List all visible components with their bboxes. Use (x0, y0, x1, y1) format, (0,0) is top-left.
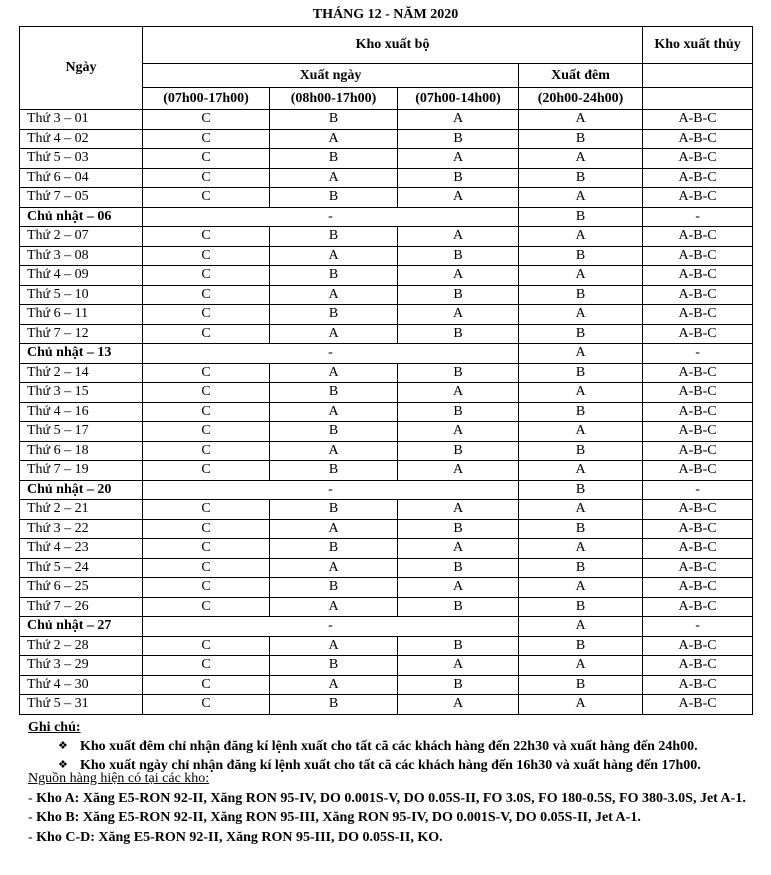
day-cell: Thứ 5 – 24 (20, 558, 143, 578)
day-shift-cell-3: A (398, 110, 519, 130)
day-shift-cell-3: B (398, 285, 519, 305)
day-shift-cell-1: C (143, 227, 270, 247)
table-row-sunday (20, 617, 753, 637)
night-shift-cell: A (519, 461, 643, 481)
table-row (20, 168, 753, 188)
notes-section (28, 718, 768, 775)
day-shift-cell-2: A (270, 675, 398, 695)
day-shift-cell-2: A (270, 402, 398, 422)
day-shift-cell-1: C (143, 656, 270, 676)
day-cell: Thứ 3 – 08 (20, 246, 143, 266)
day-shift-cell-1: C (143, 461, 270, 481)
water-depot-cell: A-B-C (643, 461, 753, 481)
header-empty (643, 64, 753, 88)
table-row (20, 597, 753, 617)
day-shift-cell-2: B (270, 149, 398, 169)
day-shift-cell-3: A (398, 188, 519, 208)
night-shift-cell: B (519, 246, 643, 266)
day-cell: Thứ 2 – 28 (20, 636, 143, 656)
day-cell: Thứ 6 – 04 (20, 168, 143, 188)
note-text: Kho xuất ngày chỉ nhận đăng kí lệnh xuất cho tất cã các khách hàng đến 16h30 và xuất hàng đến 17h00. (80, 758, 701, 773)
day-shift-cell-merged: - (143, 617, 519, 637)
day-shift-cell-1: C (143, 675, 270, 695)
day-cell: Thứ 7 – 12 (20, 324, 143, 344)
note-item (28, 737, 768, 756)
water-depot-cell: A-B-C (643, 285, 753, 305)
day-shift-cell-2: A (270, 168, 398, 188)
table-row (20, 324, 753, 344)
night-shift-cell: B (519, 597, 643, 617)
day-shift-cell-3: B (398, 441, 519, 461)
night-shift-cell: B (519, 207, 643, 227)
table-row (20, 656, 753, 676)
night-shift-cell: B (519, 168, 643, 188)
day-shift-cell-2: A (270, 363, 398, 383)
night-shift-cell: A (519, 383, 643, 403)
water-depot-cell: A-B-C (643, 695, 753, 715)
water-depot-cell: A-B-C (643, 110, 753, 130)
day-shift-cell-2: B (270, 305, 398, 325)
day-cell: Thứ 3 – 15 (20, 383, 143, 403)
diamond-bullet-icon: ❖ (58, 740, 68, 752)
day-shift-cell-merged: - (143, 480, 519, 500)
day-cell: Thứ 6 – 11 (20, 305, 143, 325)
notes-heading: Ghi chú: (28, 720, 81, 735)
day-shift-cell-2: B (270, 383, 398, 403)
night-shift-cell: A (519, 266, 643, 286)
day-shift-cell-1: C (143, 636, 270, 656)
day-shift-cell-3: A (398, 422, 519, 442)
water-depot-cell: A-B-C (643, 597, 753, 617)
day-cell: Thứ 4 – 23 (20, 539, 143, 559)
day-shift-cell-3: A (398, 539, 519, 559)
day-shift-cell-1: C (143, 363, 270, 383)
night-shift-cell: A (519, 500, 643, 520)
source-item-kho-b (28, 808, 758, 828)
night-shift-cell: A (519, 695, 643, 715)
day-shift-cell-3: B (398, 597, 519, 617)
day-shift-cell-2: A (270, 129, 398, 149)
table-row (20, 539, 753, 559)
water-depot-cell: A-B-C (643, 539, 753, 559)
water-depot-cell: A-B-C (643, 519, 753, 539)
day-cell: Thứ 7 – 26 (20, 597, 143, 617)
day-shift-cell-2: A (270, 324, 398, 344)
night-shift-cell: B (519, 129, 643, 149)
night-shift-cell: A (519, 617, 643, 637)
night-shift-cell: A (519, 344, 643, 364)
day-cell: Thứ 4 – 02 (20, 129, 143, 149)
day-shift-cell-2: B (270, 578, 398, 598)
day-shift-cell-1: C (143, 539, 270, 559)
header-day: Ngày (20, 27, 143, 110)
table-row (20, 636, 753, 656)
day-shift-cell-2: B (270, 110, 398, 130)
table-row (20, 500, 753, 520)
water-depot-cell: - (643, 207, 753, 227)
day-shift-cell-3: A (398, 149, 519, 169)
water-depot-cell: A-B-C (643, 246, 753, 266)
water-depot-cell: A-B-C (643, 324, 753, 344)
day-shift-cell-2: B (270, 188, 398, 208)
day-cell: Thứ 2 – 21 (20, 500, 143, 520)
source-text: Kho C-D: Xăng E5-RON 92-II, Xăng RON 95-III, DO 0.05S-II, KO. (36, 829, 443, 845)
day-shift-cell-2: A (270, 441, 398, 461)
day-shift-cell-2: A (270, 285, 398, 305)
water-depot-cell: - (643, 480, 753, 500)
table-row-sunday (20, 207, 753, 227)
night-shift-cell: B (519, 324, 643, 344)
water-depot-cell: - (643, 344, 753, 364)
table-row (20, 402, 753, 422)
table-row (20, 519, 753, 539)
day-cell: Thứ 5 – 03 (20, 149, 143, 169)
day-shift-cell-3: A (398, 461, 519, 481)
source-item-kho-cd (28, 828, 758, 848)
water-depot-cell: A-B-C (643, 558, 753, 578)
day-shift-cell-3: B (398, 363, 519, 383)
night-shift-cell: B (519, 519, 643, 539)
schedule-table (19, 26, 753, 715)
day-shift-cell-1: C (143, 246, 270, 266)
day-shift-cell-2: A (270, 558, 398, 578)
table-row-sunday (20, 344, 753, 364)
sources-section (28, 769, 758, 847)
header-xuat-dem: Xuất đêm (519, 64, 643, 88)
header-empty (643, 88, 753, 110)
table-row (20, 149, 753, 169)
diamond-bullet-icon: ❖ (58, 759, 68, 771)
day-shift-cell-1: C (143, 324, 270, 344)
dash: - (28, 810, 37, 825)
day-cell: Thứ 3 – 22 (20, 519, 143, 539)
day-cell: Thứ 6 – 25 (20, 578, 143, 598)
water-depot-cell: A-B-C (643, 188, 753, 208)
day-shift-cell-2: B (270, 461, 398, 481)
night-shift-cell: B (519, 363, 643, 383)
day-shift-cell-2: A (270, 597, 398, 617)
day-shift-cell-3: A (398, 227, 519, 247)
water-depot-cell: A-B-C (643, 578, 753, 598)
dash: - (28, 829, 37, 845)
day-shift-cell-3: A (398, 695, 519, 715)
header-time-4: (20h00-24h00) (519, 88, 643, 110)
table-row (20, 578, 753, 598)
day-cell: Thứ 4 – 09 (20, 266, 143, 286)
table-row (20, 305, 753, 325)
table-row (20, 246, 753, 266)
source-text: Kho B: Xăng E5-RON 92-II, Xăng RON 95-III, Xăng RON 95-IV, DO 0.001S-V, DO 0.05S-II, Jet A-1. (36, 810, 641, 825)
day-shift-cell-1: C (143, 168, 270, 188)
day-shift-cell-3: A (398, 656, 519, 676)
day-shift-cell-1: C (143, 110, 270, 130)
water-depot-cell: A-B-C (643, 383, 753, 403)
source-text: Kho A: Xăng E5-RON 92-II, Xăng RON 95-IV, DO 0.001S-V, DO 0.05S-II, FO 3.0S, FO 180-0.5S, FO 380-3.0S, Jet A-1. (36, 790, 746, 806)
day-cell: Thứ 5 – 17 (20, 422, 143, 442)
day-shift-cell-3: B (398, 519, 519, 539)
day-shift-cell-3: A (398, 578, 519, 598)
day-shift-cell-1: C (143, 558, 270, 578)
header-time-2: (08h00-17h00) (270, 88, 398, 110)
night-shift-cell: A (519, 305, 643, 325)
day-shift-cell-1: C (143, 129, 270, 149)
water-depot-cell: A-B-C (643, 149, 753, 169)
water-depot-cell: A-B-C (643, 305, 753, 325)
day-shift-cell-3: A (398, 383, 519, 403)
day-shift-cell-2: B (270, 656, 398, 676)
table-row (20, 675, 753, 695)
night-shift-cell: A (519, 188, 643, 208)
day-shift-cell-3: A (398, 305, 519, 325)
day-cell: Thứ 4 – 16 (20, 402, 143, 422)
day-cell: Thứ 6 – 18 (20, 441, 143, 461)
note-text: Kho xuất đêm chỉ nhận đăng kí lệnh xuất cho tất cã các khách hàng đến 22h30 và xuất hàng đến 24h00. (80, 739, 698, 754)
day-shift-cell-1: C (143, 519, 270, 539)
day-shift-cell-3: B (398, 558, 519, 578)
night-shift-cell: A (519, 149, 643, 169)
day-shift-cell-3: B (398, 636, 519, 656)
day-shift-cell-merged: - (143, 207, 519, 227)
day-shift-cell-2: B (270, 422, 398, 442)
sources-heading: Nguồn hàng hiện có tại các kho: (28, 771, 210, 786)
water-depot-cell: A-B-C (643, 402, 753, 422)
night-shift-cell: B (519, 285, 643, 305)
night-shift-cell: B (519, 675, 643, 695)
water-depot-cell: A-B-C (643, 636, 753, 656)
night-shift-cell: A (519, 227, 643, 247)
table-row (20, 461, 753, 481)
source-item-kho-a (28, 789, 758, 809)
table-row (20, 363, 753, 383)
table-row (20, 227, 753, 247)
day-shift-cell-1: C (143, 188, 270, 208)
day-shift-cell-1: C (143, 305, 270, 325)
day-cell: Chủ nhật – 06 (20, 207, 143, 227)
day-cell: Chủ nhật – 27 (20, 617, 143, 637)
table-row (20, 188, 753, 208)
day-shift-cell-1: C (143, 149, 270, 169)
day-cell: Chủ nhật – 20 (20, 480, 143, 500)
table-row (20, 383, 753, 403)
table-row (20, 558, 753, 578)
day-cell: Thứ 2 – 14 (20, 363, 143, 383)
day-shift-cell-1: C (143, 441, 270, 461)
day-cell: Thứ 3 – 01 (20, 110, 143, 130)
day-shift-cell-2: B (270, 500, 398, 520)
water-depot-cell: A-B-C (643, 675, 753, 695)
night-shift-cell: A (519, 539, 643, 559)
water-depot-cell: A-B-C (643, 422, 753, 442)
day-shift-cell-1: C (143, 402, 270, 422)
day-shift-cell-1: C (143, 597, 270, 617)
day-shift-cell-1: C (143, 266, 270, 286)
day-shift-cell-2: B (270, 695, 398, 715)
water-depot-cell: A-B-C (643, 129, 753, 149)
header-time-3: (07h00-14h00) (398, 88, 519, 110)
day-cell: Chủ nhật – 13 (20, 344, 143, 364)
table-row (20, 266, 753, 286)
day-shift-cell-merged: - (143, 344, 519, 364)
dash: - (28, 790, 37, 806)
header-time-1: (07h00-17h00) (143, 88, 270, 110)
table-row (20, 285, 753, 305)
night-shift-cell: B (519, 636, 643, 656)
day-shift-cell-1: C (143, 383, 270, 403)
day-shift-cell-1: C (143, 285, 270, 305)
header-kho-xuat-thuy: Kho xuất thủy (643, 27, 753, 64)
table-row (20, 422, 753, 442)
day-shift-cell-3: B (398, 675, 519, 695)
day-shift-cell-3: B (398, 129, 519, 149)
day-shift-cell-3: B (398, 324, 519, 344)
schedule-body (20, 110, 753, 715)
day-shift-cell-3: A (398, 500, 519, 520)
page-title: THÁNG 12 - NĂM 2020 (312, 7, 459, 22)
header-kho-xuat-bo: Kho xuất bộ (143, 27, 643, 64)
day-shift-cell-2: A (270, 246, 398, 266)
day-cell: Thứ 7 – 19 (20, 461, 143, 481)
day-shift-cell-1: C (143, 422, 270, 442)
water-depot-cell: A-B-C (643, 227, 753, 247)
day-cell: Thứ 5 – 31 (20, 695, 143, 715)
day-cell: Thứ 2 – 07 (20, 227, 143, 247)
day-shift-cell-2: B (270, 266, 398, 286)
table-row-sunday (20, 480, 753, 500)
day-shift-cell-3: B (398, 168, 519, 188)
night-shift-cell: A (519, 422, 643, 442)
night-shift-cell: A (519, 656, 643, 676)
day-shift-cell-2: A (270, 636, 398, 656)
night-shift-cell: B (519, 558, 643, 578)
day-shift-cell-3: B (398, 246, 519, 266)
water-depot-cell: A-B-C (643, 363, 753, 383)
day-shift-cell-1: C (143, 578, 270, 598)
day-cell: Thứ 4 – 30 (20, 675, 143, 695)
day-shift-cell-1: C (143, 500, 270, 520)
day-cell: Thứ 3 – 29 (20, 656, 143, 676)
header-xuat-ngay: Xuất ngày (143, 64, 519, 88)
night-shift-cell: A (519, 110, 643, 130)
table-row (20, 129, 753, 149)
day-shift-cell-3: B (398, 402, 519, 422)
day-shift-cell-2: B (270, 227, 398, 247)
night-shift-cell: B (519, 441, 643, 461)
night-shift-cell: B (519, 402, 643, 422)
water-depot-cell: A-B-C (643, 500, 753, 520)
day-shift-cell-3: A (398, 266, 519, 286)
day-cell: Thứ 5 – 10 (20, 285, 143, 305)
water-depot-cell: A-B-C (643, 168, 753, 188)
water-depot-cell: A-B-C (643, 441, 753, 461)
table-row (20, 441, 753, 461)
water-depot-cell: A-B-C (643, 656, 753, 676)
table-row (20, 695, 753, 715)
night-shift-cell: A (519, 578, 643, 598)
day-shift-cell-2: B (270, 539, 398, 559)
day-cell: Thứ 7 – 05 (20, 188, 143, 208)
water-depot-cell: - (643, 617, 753, 637)
water-depot-cell: A-B-C (643, 266, 753, 286)
night-shift-cell: B (519, 480, 643, 500)
day-shift-cell-1: C (143, 695, 270, 715)
day-shift-cell-2: A (270, 519, 398, 539)
table-row (20, 110, 753, 130)
